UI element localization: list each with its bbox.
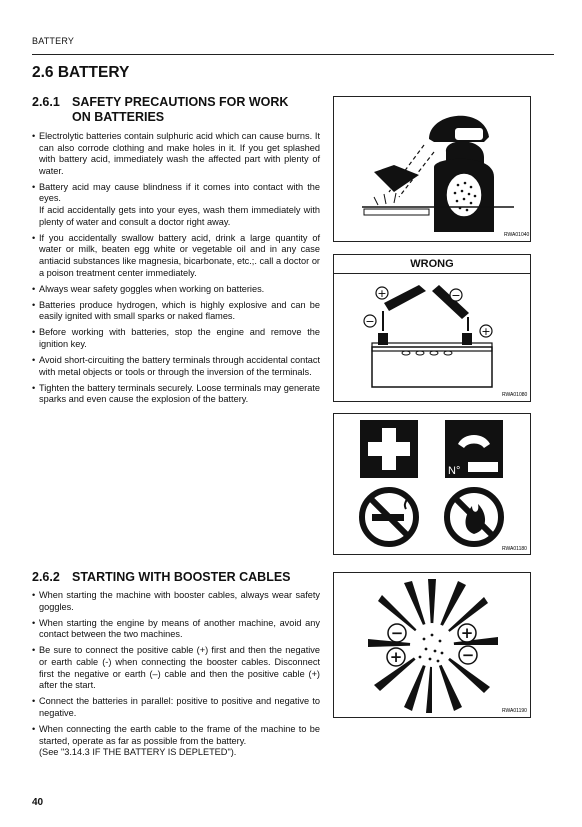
subsection-title-line2: ON BATTERIES [72,110,165,124]
no-smoking-icon [362,490,416,544]
figure-goggles-worker [333,96,531,242]
list-item [32,724,320,759]
subsection-title-line1: SAFETY PRECAUTIONS FOR WORK [72,95,289,109]
subsection-title-booster [32,570,291,585]
svg-text:+: + [389,648,403,666]
svg-text:+: + [481,325,491,338]
battery-clamps-icon [334,273,530,401]
list-item: • Be sure to connect the positive cable (+) first and then the negative or earth cable (-) when connecting the booster cables. Disconnect first the negative or earth (–) cable and then the positive cable (+) after the start. [32,645,320,691]
figure-code: RWA01040 [504,232,530,238]
list-item: • Avoid short-circuiting the battery terminals through accidental contact with metal objects or tools or through the inversion of the terminals. [32,355,320,378]
list-item: • Batteries produce hydrogen, which is highly explosive and can be easily ignited with small sparks or naked flames. [32,300,320,323]
list-item: • When starting the machine with booster cables, always wear safety goggles. [32,590,320,613]
list-item: • Always wear safety goggles when working on batteries. [32,284,320,296]
list-item-text: Battery acid may cause blindness if it comes into contact with the eyes. [39,181,320,204]
telephone-icon [445,420,503,478]
list-item-reference: (See "3.14.3 IF THE BATTERY IS DEPLETED"). [39,747,237,758]
figure-wrong-connection [333,254,531,402]
figure-code: RWA01190 [502,708,527,714]
no-flame-icon [447,490,501,544]
list-item-text: When connecting the earth cable to the frame of the machine to be started, operate as far as possible from the battery. [39,723,320,746]
page-number: 40 [32,797,44,808]
safety-text-column [32,131,320,410]
figure-title-wrong: WRONG [334,255,530,274]
goggles-worker-icon [334,97,530,241]
subsection-number: 2.6.1 [32,95,60,109]
section-title: 2.6 BATTERY [32,64,130,81]
booster-text-column [32,590,320,763]
list-item: • If you accidentally swallow battery acid, drink a large quantity of water or milk, beaten egg white or vegetable oil and in any case antiacid substances like magnesia, bicarbonate, etc.;. call a doctor or a poison treatment center immediately. [32,233,320,279]
svg-text:−: − [390,624,404,642]
svg-text:+: + [460,624,474,642]
list-item: • When starting the engine by means of another machine, avoid any contact between the two machines. [32,618,320,641]
list-item: • Electrolytic batteries contain sulphuric acid which can cause burns. It can also corrode clothing and make holes in it. If you get splashed with battery acid, immediately wash the affected part with plenty of water. [32,131,320,177]
figure-code: RWA01180 [502,546,527,552]
svg-text:−: − [451,289,461,302]
header-rule [32,54,554,55]
figure-explosion [333,572,531,718]
list-item: • Before working with batteries, stop the engine and remove the ignition key. [32,327,320,350]
phone-number-label: N° [448,465,461,477]
svg-text:+: + [377,287,387,300]
svg-text:−: − [365,315,375,328]
list-item [32,182,320,228]
explosion-icon [334,573,530,717]
running-head: BATTERY [32,36,75,46]
list-item: • Tighten the battery terminals securely. Loose terminals may generate sparks and even cause the explosion of the battery. [32,383,320,406]
list-item-continuation: If acid accidentally gets into your eyes, wash them immediately with plenty of water and consult a doctor right away. [39,205,320,227]
subsection-title-text: STARTING WITH BOOSTER CABLES [72,570,291,584]
list-item: • Connect the batteries in parallel: positive to positive and negative to negative. [32,696,320,719]
subsection-title-safety [32,95,288,125]
figure-code: RWA01080 [502,392,528,398]
svg-text:−: − [461,646,475,664]
subsection-number: 2.6.2 [32,570,60,584]
first-aid-cross-icon [360,420,418,478]
figure-safety-signs [333,413,531,555]
